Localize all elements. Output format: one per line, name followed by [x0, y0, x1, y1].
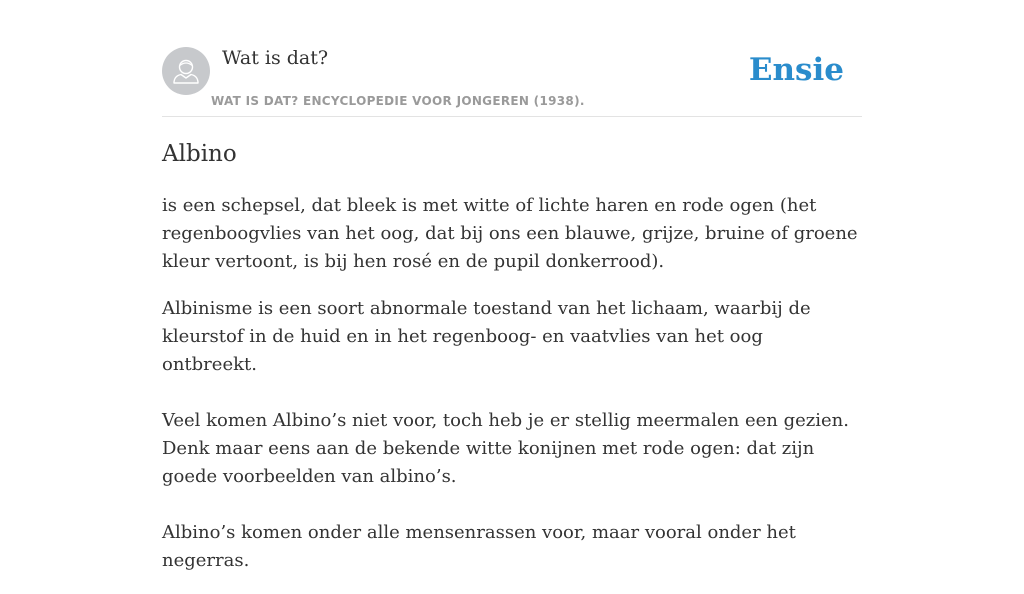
- entry-body: [162, 192, 862, 594]
- source-title[interactable]: Wat is dat?: [222, 47, 329, 69]
- entry-paragraph: is een schepsel, dat bleek is met witte of lichte haren en rode ogen (het regenboogvlies van het oog, dat bij ons een blauwe, grijze, bruine of groene kleur vertoont, is bij hen rosé en de pupil donkerrood).: [162, 195, 858, 272]
- entry-paragraph: Albino’s komen onder alle mensenrassen voor, maar vooral onder het negerras.: [162, 522, 796, 571]
- user-outline-icon: [162, 47, 210, 95]
- entry-paragraph: Veel komen Albino’s niet voor, toch heb je er stellig meermalen een gezien. Denk maar eens aan de bekende witte konijnen met rode ogen: dat zijn goede voorbeelden van albino’s.: [162, 410, 849, 487]
- avatar[interactable]: [162, 47, 210, 95]
- source-header: [162, 0, 862, 117]
- entry-paragraph: Albinisme is een soort abnormale toestand van het lichaam, waarbij de kleurstof in de huid en in het regenboog- en vaatvlies van het oog ontbreekt.: [162, 298, 811, 375]
- brand-logo[interactable]: Ensie: [748, 52, 844, 88]
- source-subtitle[interactable]: WAT IS DAT? ENCYCLOPEDIE VOOR JONGEREN (1938).: [211, 94, 585, 108]
- page: [162, 0, 862, 571]
- entry-title: Albino: [162, 141, 237, 167]
